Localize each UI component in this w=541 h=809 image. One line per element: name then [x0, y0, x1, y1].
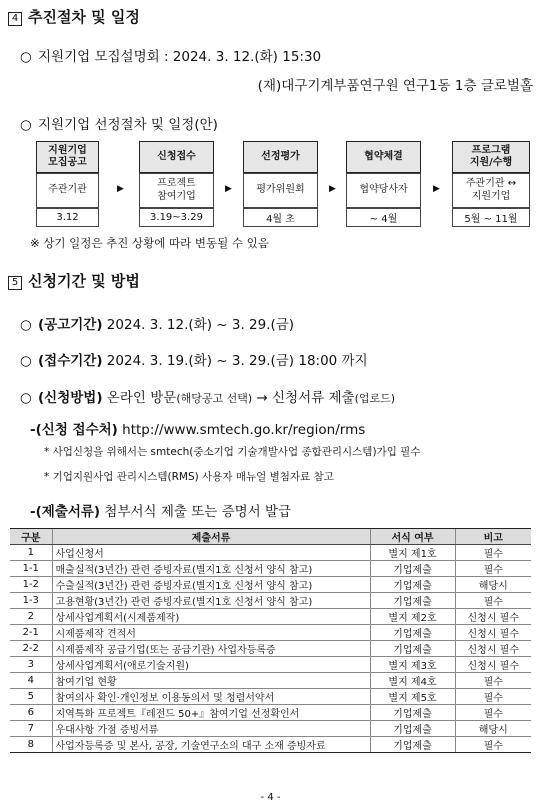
col-header-category: 구분: [10, 529, 52, 545]
step-1-date: 3.12: [36, 208, 99, 227]
step-5-head: 프로그램 지원/수행: [452, 141, 530, 173]
section-4-title: 추진절차 및 일정: [28, 8, 140, 26]
row-form: 기업제출: [370, 625, 455, 641]
row-form: 별지 제5호: [370, 689, 455, 705]
row-document: 사업신청서: [52, 545, 370, 561]
row-category: 1-2: [10, 577, 52, 593]
circle-bullet-icon: ○: [20, 353, 32, 369]
row-category: 2: [10, 609, 52, 625]
circle-bullet-icon: ○: [20, 390, 32, 406]
row-form: 기업제출: [370, 561, 455, 577]
submission-docs-text: 첨부서식 제출 또는 증명서 발급: [100, 504, 292, 520]
row-remark: 필수: [455, 737, 531, 753]
schedule-note: ※ 상기 일정은 추진 상황에 따라 변동될 수 있음: [30, 236, 269, 250]
row-document: 우대사항 가점 증빙서류: [52, 721, 370, 737]
application-method-small: (해당공고 선택): [176, 392, 253, 405]
arrow-right-icon: ▶: [225, 184, 232, 194]
step-2-body: 프로젝트 참여기업: [139, 173, 214, 208]
submission-docs-line: [30, 500, 291, 520]
circle-bullet-icon: ○: [20, 117, 32, 133]
circle-bullet-icon: ○: [20, 49, 32, 65]
row-form: 기업제출: [370, 737, 455, 753]
step-4-date: ~ 4월: [346, 208, 421, 227]
row-form: 기업제출: [370, 577, 455, 593]
application-method-label: (신청방법): [38, 390, 103, 406]
rms-note: * 기업지원사업 관리시스템(RMS) 사용자 매뉴얼 별첨자료 참고: [44, 471, 334, 483]
briefing-session-line: [20, 45, 321, 65]
row-remark: 필수: [455, 593, 531, 609]
row-form: 기업제출: [370, 721, 455, 737]
application-method-text-2: → 신청서류 제출: [252, 390, 355, 406]
briefing-session-text: 지원기업 모집설명회 : 2024. 3. 12.(화) 15:30: [38, 49, 322, 65]
section-4-number: 4: [8, 12, 22, 26]
briefing-session-place: (재)대구기계부품연구원 연구1동 1층 글로벌홀: [257, 78, 533, 94]
row-document: 사업자등록증 및 본사, 공장, 기술연구소의 대구 소재 증빙자료: [52, 737, 370, 753]
row-remark: 해당시: [455, 721, 531, 737]
arrow-right-icon: ▶: [433, 184, 440, 194]
step-5-body: 주관기관 ↔ 지원기업: [452, 173, 530, 208]
step-2-date: 3.19~3.29: [139, 208, 214, 227]
step-3-date: 4월 초: [243, 208, 318, 227]
row-remark: 필수: [455, 673, 531, 689]
step-2-head: 신청접수: [139, 141, 214, 173]
announcement-period-line: [20, 313, 294, 333]
row-remark: 필수: [455, 561, 531, 577]
smtech-note: * 사업신청을 위해서는 smtech(중소기업 기술개발사업 종합관리시스템)가입 필수: [44, 446, 421, 458]
table-row: [10, 641, 531, 657]
reception-site-label: -(신청 접수처): [30, 422, 118, 438]
application-method-line: [20, 386, 395, 406]
page-number: - 4 -: [260, 792, 281, 803]
table-row: [10, 577, 531, 593]
row-form: 별지 제3호: [370, 657, 455, 673]
row-document: 시제품제작 견적서: [52, 625, 370, 641]
row-category: 2-1: [10, 625, 52, 641]
arrow-right-icon: ▶: [329, 184, 336, 194]
application-method-text: 온라인 방문: [102, 390, 177, 406]
row-category: 6: [10, 705, 52, 721]
table-row: [10, 545, 531, 561]
reception-period-line: [20, 349, 368, 369]
row-document: 시제품제작 공급기업(또는 공급기관) 사업자등록증: [52, 641, 370, 657]
circle-bullet-icon: ○: [20, 317, 32, 333]
row-category: 7: [10, 721, 52, 737]
row-form: 기업제출: [370, 705, 455, 721]
col-header-documents: 제출서류: [52, 529, 370, 545]
table-row: [10, 737, 531, 753]
selection-process-text: 지원기업 선정절차 및 일정(안): [38, 117, 218, 133]
row-remark: 신청시 필수: [455, 625, 531, 641]
section-5-title: 신청기간 및 방법: [28, 272, 140, 290]
step-4-head: 협약체결: [346, 141, 421, 173]
row-document: 참여기업 현황: [52, 673, 370, 689]
col-header-remarks: 비고: [455, 529, 531, 545]
row-remark: 신청시 필수: [455, 657, 531, 673]
reception-period-label: (접수기간): [38, 353, 103, 369]
row-document: 상세사업계획서(시제품제작): [52, 609, 370, 625]
row-category: 2-2: [10, 641, 52, 657]
reception-site-line: [30, 418, 365, 438]
row-category: 5: [10, 689, 52, 705]
section-5-number: 5: [8, 276, 22, 290]
row-form: 별지 제1호: [370, 545, 455, 561]
table-header-row: [10, 529, 531, 545]
row-remark: 필수: [455, 705, 531, 721]
step-4-body: 협약당사자: [346, 173, 421, 208]
row-remark: 해당시: [455, 577, 531, 593]
announcement-period-text: 2024. 3. 12.(화) ~ 3. 29.(금): [102, 317, 295, 333]
section-4-heading: [8, 6, 140, 27]
row-document: 참여의사 확인·개인정보 이용동의서 및 청렴서약서: [52, 689, 370, 705]
row-remark: 신청시 필수: [455, 609, 531, 625]
row-remark: 필수: [455, 545, 531, 561]
step-1-body: 주관기관: [36, 173, 99, 208]
row-form: 기업제출: [370, 593, 455, 609]
col-header-form: 서식 여부: [370, 529, 455, 545]
table-row: [10, 609, 531, 625]
row-remark: 필수: [455, 689, 531, 705]
row-category: 1: [10, 545, 52, 561]
row-form: 기업제출: [370, 641, 455, 657]
submission-docs-label: -(제출서류): [30, 504, 101, 520]
step-1-head: 지원기업 모집공고: [36, 141, 99, 173]
row-document: 지역특화 프로젝트『레전드 50+』참여기업 선정확인서: [52, 705, 370, 721]
row-form: 별지 제4호: [370, 673, 455, 689]
reception-period-text: 2024. 3. 19.(화) ~ 3. 29.(금) 18:00 까지: [102, 353, 368, 369]
reception-site-url[interactable]: http://www.smtech.go.kr/region/rms: [117, 422, 366, 438]
table-row: [10, 689, 531, 705]
row-category: 1-3: [10, 593, 52, 609]
section-5-heading: [8, 270, 140, 291]
table-row: [10, 705, 531, 721]
row-document: 매출실적(3년간) 관련 증빙자료(별지1호 신청서 양식 참고): [52, 561, 370, 577]
row-category: 4: [10, 673, 52, 689]
step-3-head: 선정평가: [243, 141, 318, 173]
table-row: [10, 625, 531, 641]
step-3-body: 평가위원회: [243, 173, 318, 208]
table-row: [10, 721, 531, 737]
row-category: 1-1: [10, 561, 52, 577]
table-row: [10, 673, 531, 689]
row-category: 3: [10, 657, 52, 673]
row-document: 상세사업계획서(애로기술지원): [52, 657, 370, 673]
step-5-date: 5월 ~ 11월: [452, 208, 530, 227]
table-row: [10, 657, 531, 673]
selection-process-line: [20, 113, 218, 133]
submission-documents-table: [10, 528, 531, 753]
row-document: 고용현황(3년간) 관련 증빙자료(별지1호 신청서 양식 참고): [52, 593, 370, 609]
row-form: 별지 제2호: [370, 609, 455, 625]
row-category: 8: [10, 737, 52, 753]
arrow-right-icon: ▶: [117, 184, 124, 194]
table-row: [10, 561, 531, 577]
row-remark: 신청시 필수: [455, 641, 531, 657]
announcement-period-label: (공고기간): [38, 317, 103, 333]
table-row: [10, 593, 531, 609]
row-document: 수출실적(3년간) 관련 증빙자료(별지1호 신청서 양식 참고): [52, 577, 370, 593]
application-method-small-2: (업로드): [354, 392, 396, 405]
